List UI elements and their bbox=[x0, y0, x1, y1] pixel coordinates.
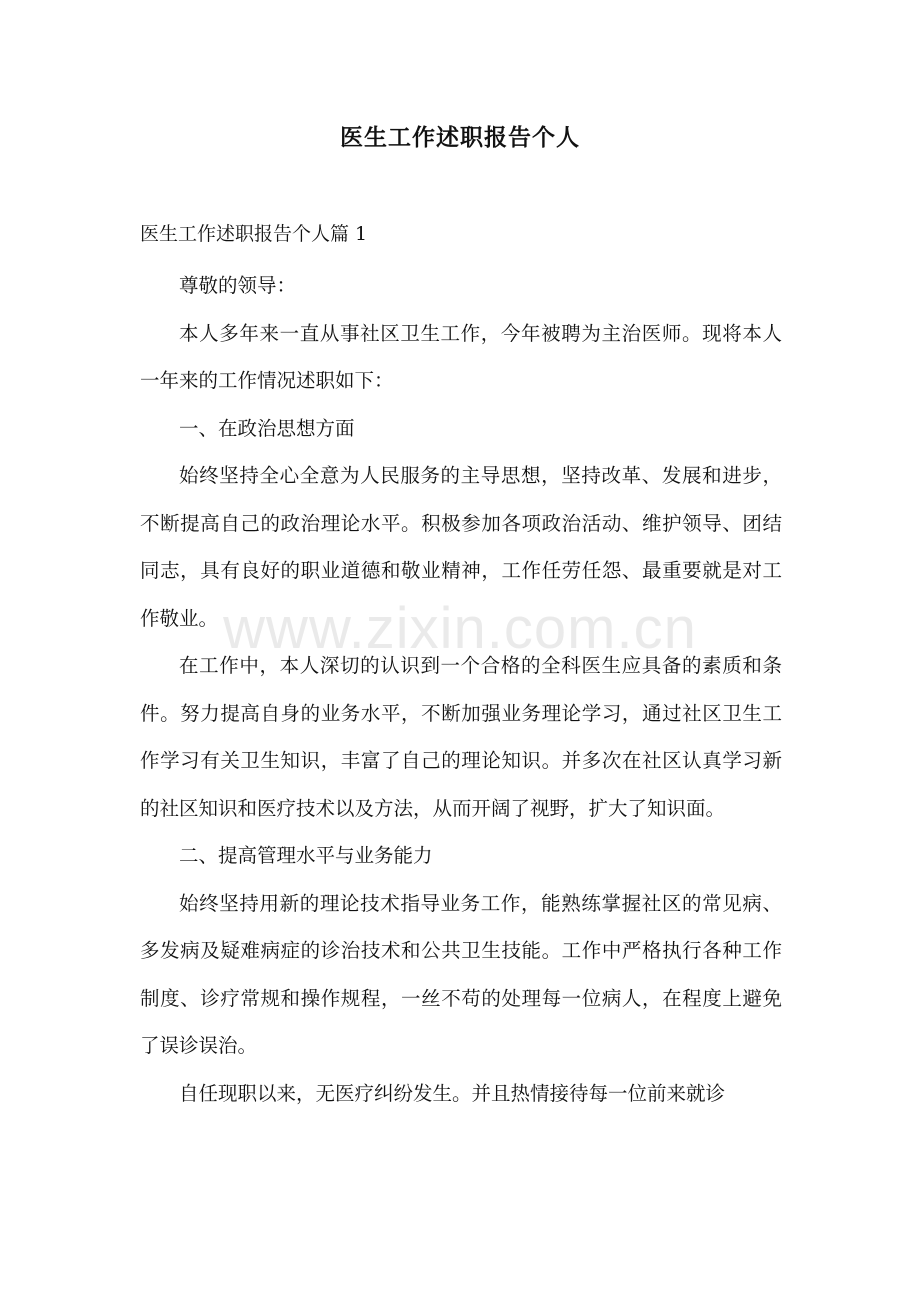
watermark-text: www.zixin.com.cn bbox=[223, 596, 697, 661]
paragraph-management: 始终坚持用新的理论技术指导业务工作，能熟练掌握社区的常见病、多发病及疑难病症的诊治技术和公共卫生技能。工作中严格执行各种工作制度、诊疗常规和操作规程，一丝不苟的处理每一位病人，在程度上避免了误诊误治。 bbox=[140, 891, 782, 1057]
paragraph-no-disputes: 自任现职以来，无医疗纠纷发生。并且热情接待每一位前来就诊 bbox=[179, 1081, 726, 1105]
document-body bbox=[140, 262, 782, 1117]
subheading-political: 一、在政治思想方面 bbox=[179, 416, 355, 440]
paragraph-salutation: 尊敬的领导： bbox=[179, 274, 297, 297]
paragraph-work-awareness: 在工作中，本人深切的认识到一个合格的全科医生应具备的素质和条件。努力提高自身的业务水平，不断加强业务理论学习，通过社区卫生工作学习有关卫生知识，丰富了自己的理论知识。并多次在社区认真学习新的社区知识和医疗技术以及方法，从而开阔了视野，扩大了知识面。 bbox=[140, 654, 782, 820]
paragraph-intro: 本人多年来一直从事社区卫生工作，今年被聘为主治医师。现将本人一年来的工作情况述职如下： bbox=[140, 321, 782, 392]
subheading-management: 二、提高管理水平与业务能力 bbox=[179, 844, 433, 867]
section-heading: 医生工作述职报告个人篇 1 bbox=[140, 223, 368, 245]
paragraph-political: 始终坚持全心全意为人民服务的主导思想，坚持改革、发展和进步，不断提高自己的政治理论水平。积极参加各项政治活动、维护领导、团结同志，具有良好的职业道德和敬业精神，工作任劳任怨、最重要就是对工作敬业。 bbox=[140, 464, 782, 630]
document-title: 医生工作述职报告个人 bbox=[340, 124, 580, 151]
